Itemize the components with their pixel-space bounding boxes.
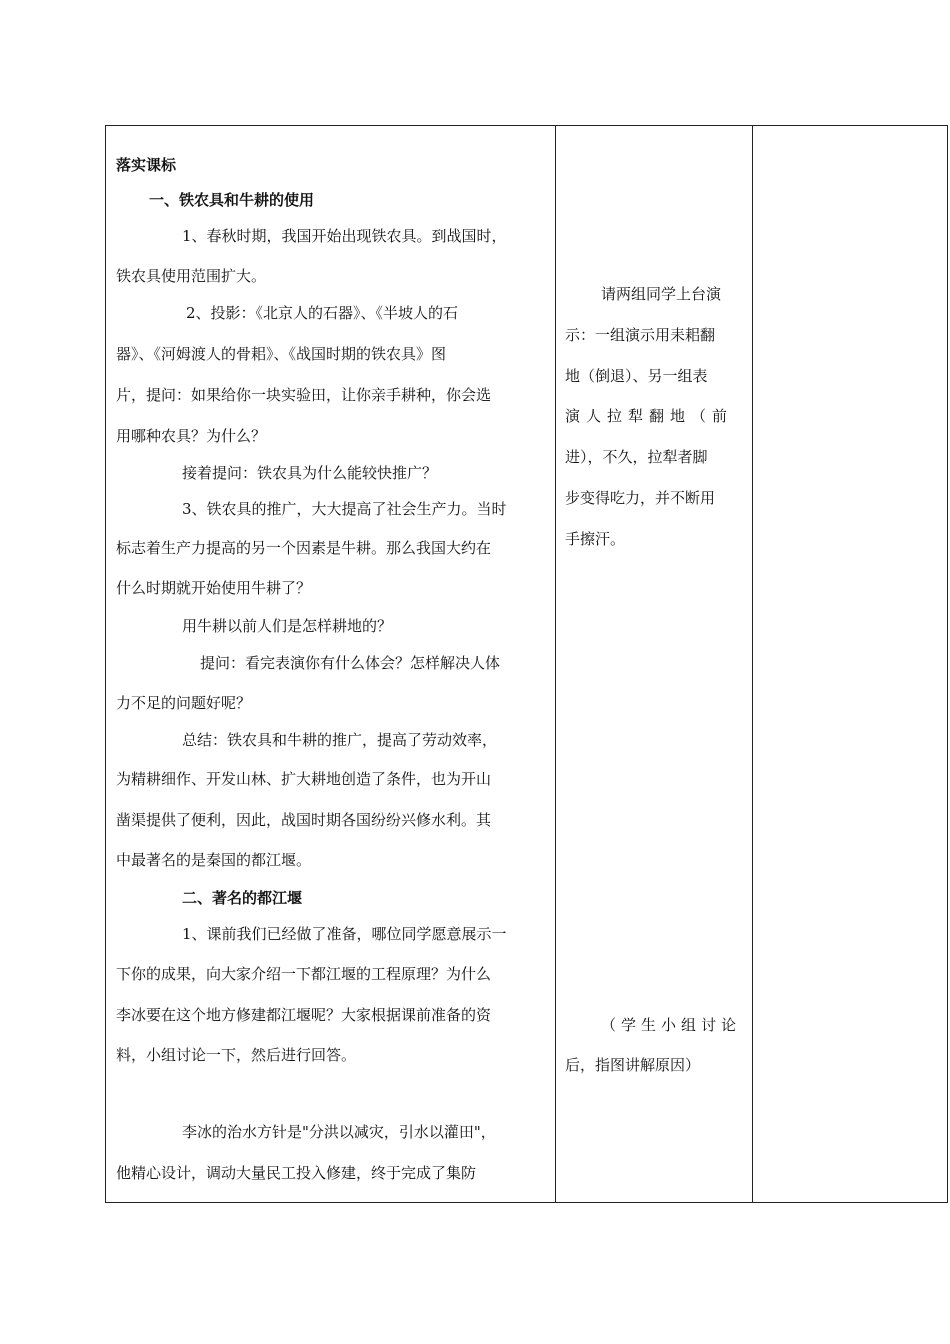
paragraph-line: 片，提问：如果给你一块实验田，让你亲手耕种，你会选 [116, 386, 492, 404]
paragraph-line: 总结：铁农具和牛耕的推广，提高了劳动效率， [182, 731, 498, 749]
paragraph-line: 下你的成果，向大家介绍一下都江堰的工程原理？为什么 [116, 965, 492, 983]
column-divider-1 [555, 126, 556, 1202]
section2-title: 二、著名的都江堰 [182, 889, 303, 907]
activity-line: 演人拉犁翻地（前 [565, 407, 734, 425]
activity-line: 请两组同学上台演 [601, 285, 722, 303]
paragraph-line: 什么时期就开始使用牛耕了？ [116, 579, 312, 597]
section1-title: 一、铁农具和牛耕的使用 [149, 191, 315, 209]
activity-line: 示：一组演示用耒耜翻 [565, 326, 716, 344]
paragraph-line: 1、课前我们已经做了准备，哪位同学愿意展示一 [182, 925, 507, 943]
paragraph-line: 中最著名的是秦国的都江堰。 [116, 851, 312, 869]
lesson-table [105, 125, 948, 1203]
paragraph-line: 他精心设计，调动大量民工投入修建，终于完成了集防 [116, 1164, 477, 1182]
paragraph-line: 李冰要在这个地方修建都江堰呢？大家根据课前准备的资 [116, 1006, 492, 1024]
heading-main: 落实课标 [116, 156, 177, 174]
paragraph-line: 1、春秋时期，我国开始出现铁农具。到战国时， [182, 227, 507, 245]
paragraph-line: 用牛耕以前人们是怎样耕地的？ [182, 617, 393, 635]
paragraph-line: 3、铁农具的推广，大大提高了社会生产力。当时 [182, 500, 507, 518]
paragraph-line: 接着提问：铁农具为什么能较快推广？ [182, 464, 438, 482]
column-divider-2 [752, 126, 753, 1202]
paragraph-line: 料，小组讨论一下，然后进行回答。 [116, 1046, 357, 1064]
activity-line: 进），不久，拉犁者脚 [565, 448, 708, 466]
paragraph-line: 2、投影：《北京人的石器》、《半坡人的石 [186, 304, 459, 322]
paragraph-line: 凿渠提供了便利，因此，战国时期各国纷纷兴修水利。其 [116, 811, 492, 829]
activity-line: 手擦汗。 [565, 530, 626, 548]
paragraph-line: 铁农具使用范围扩大。 [116, 267, 267, 285]
paragraph-line: 为精耕细作、开发山林、扩大耕地创造了条件，也为开山 [116, 770, 492, 788]
paragraph-line: 李冰的治水方针是"分洪以减灾，引水以灌田"， [182, 1123, 496, 1141]
paragraph-line: 力不足的问题好呢？ [116, 694, 252, 712]
paragraph-line: 用哪种农具？为什么？ [116, 427, 267, 445]
activity-line: 地（倒退）、另一组表 [565, 367, 708, 385]
activity-line: （学生小组讨论 [601, 1016, 742, 1034]
paragraph-line: 器》、《河姆渡人的骨耜》、《战国时期的铁农具》图 [116, 345, 447, 363]
activity-line: 后，指图讲解原因） [565, 1056, 701, 1074]
activity-line: 步变得吃力，并不断用 [565, 489, 716, 507]
paragraph-line: 提问：看完表演你有什么体会？怎样解决人体 [200, 654, 501, 672]
paragraph-line: 标志着生产力提高的另一个因素是牛耕。那么我国大约在 [116, 539, 492, 557]
